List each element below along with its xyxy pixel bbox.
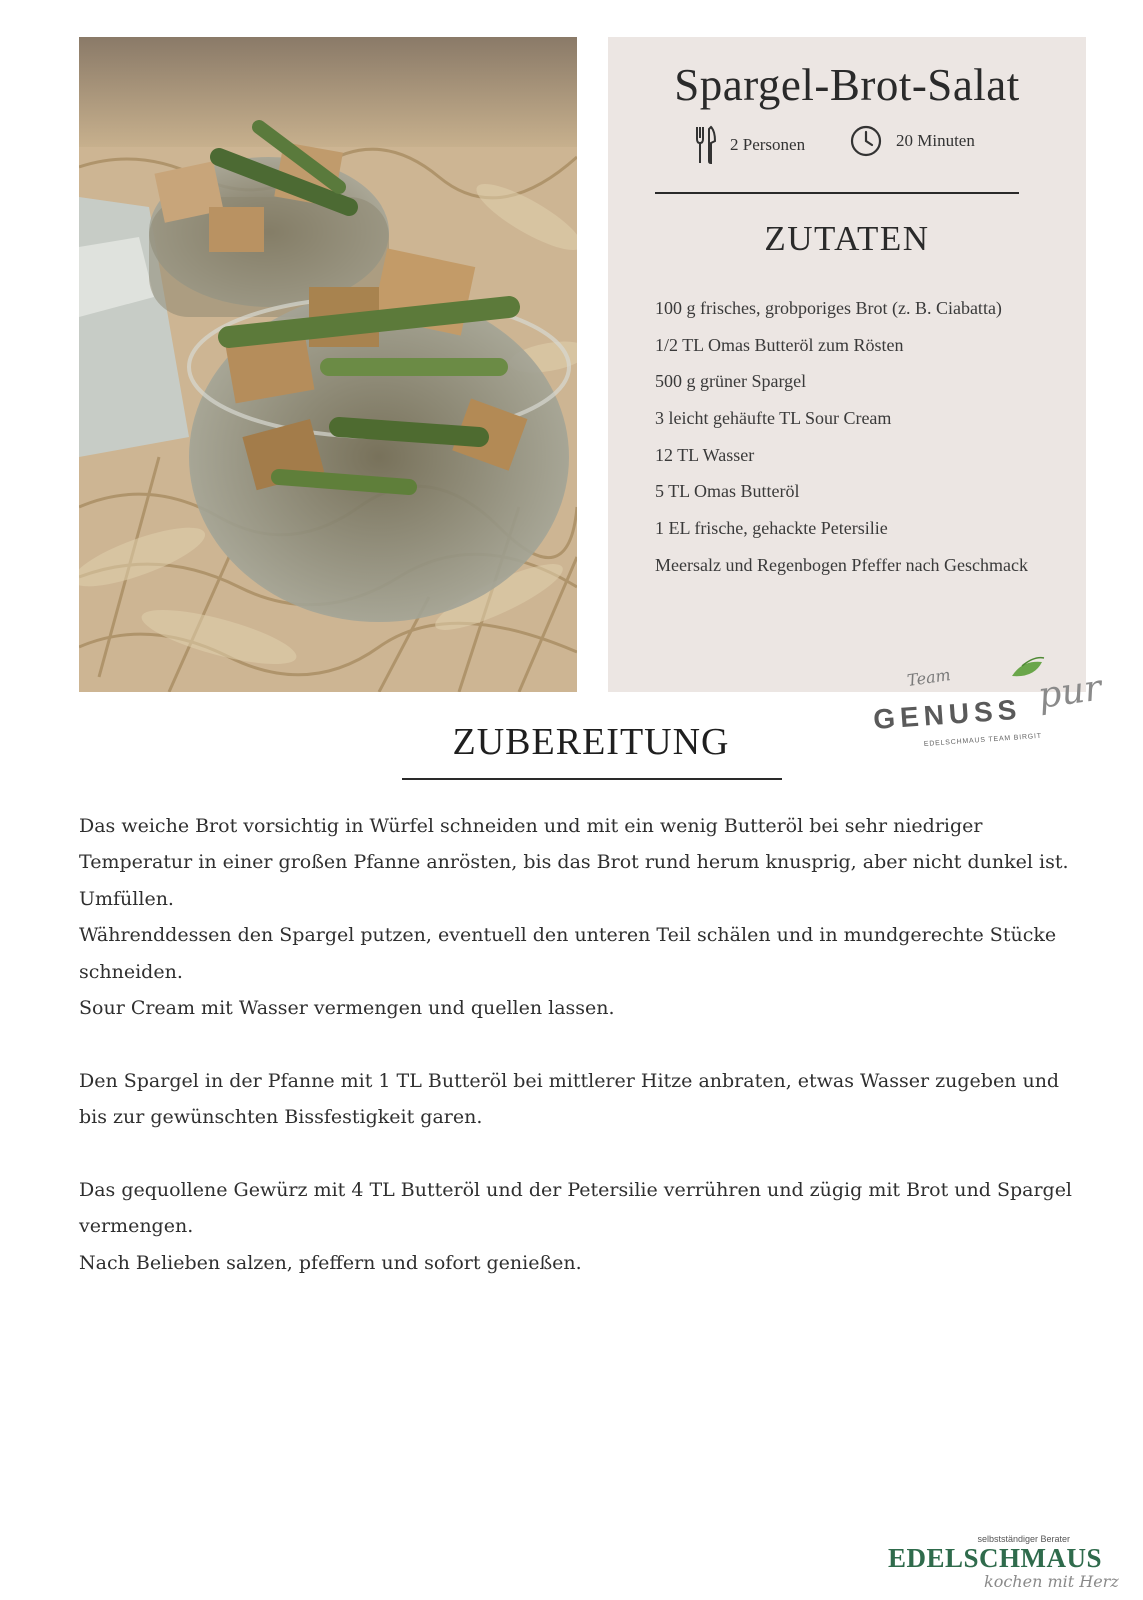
genuss-pur-logo-mark xyxy=(872,656,1112,752)
logo-tagline: kochen mit Herz xyxy=(984,1572,1119,1591)
logo-brand-name: EDELSCHMAUS xyxy=(888,1543,1103,1573)
team-genuss-logo xyxy=(872,656,1112,752)
ingredient-item: 1/2 TL Omas Butteröl zum Rösten xyxy=(655,334,904,355)
ingredients-heading: ZUTATEN xyxy=(764,219,930,258)
fork-knife-icon xyxy=(694,125,716,165)
logo-genuss-text: GENUSS xyxy=(872,693,1023,735)
preparation-paragraph: Sour Cream mit Wasser vermengen und quellen lassen. xyxy=(79,997,615,1020)
logo-pur-text: pur xyxy=(1035,667,1105,717)
recipe-card xyxy=(608,37,1086,692)
recipe-photo xyxy=(79,37,577,692)
paragraph-spacer xyxy=(79,1136,1089,1172)
edelschmaus-logo xyxy=(888,1534,1128,1594)
logo-team-text: Team xyxy=(905,665,952,690)
ingredient-item: 3 leicht gehäufte TL Sour Cream xyxy=(655,408,892,429)
preparation-paragraph: Das gequollene Gewürz mit 4 TL Butteröl und der Petersilie verrühren und zügig mit Brot und Spargel vermengen. xyxy=(79,1179,1073,1238)
preparation-text xyxy=(79,808,1089,1281)
ingredients-list xyxy=(655,290,1028,584)
cooking-time-label: 20 Minuten xyxy=(896,131,975,150)
ingredient-item: 100 g frisches, grobporiges Brot (z. B. Ciabatta) xyxy=(655,298,1002,318)
recipe-meta xyxy=(608,125,1086,169)
clock-icon xyxy=(850,125,882,157)
logo-small-text: selbstständiger Berater xyxy=(977,1534,1070,1544)
paragraph-spacer xyxy=(79,1026,1089,1062)
cooking-time xyxy=(850,125,975,157)
leaf-icon xyxy=(1012,662,1042,676)
card-divider xyxy=(655,192,1019,194)
ingredient-item: 5 TL Omas Butteröl xyxy=(655,481,800,502)
servings xyxy=(694,125,805,165)
preparation-paragraph: Währenddessen den Spargel putzen, eventuell den unteren Teil schälen und in mundgerechte Stücke schneiden. xyxy=(79,924,1057,983)
preparation-heading: ZUBEREITUNG xyxy=(452,721,730,763)
logo-subline-text: EDELSCHMAUS TEAM BIRGIT xyxy=(923,732,1043,748)
preparation-paragraph: Nach Belieben salzen, pfeffern und sofort genießen. xyxy=(79,1251,582,1274)
servings-label: 2 Personen xyxy=(730,135,806,154)
preparation-paragraph: Das weiche Brot vorsichtig in Würfel schneiden und mit ein wenig Butteröl bei sehr niedriger Temperatur in einer großen Pfanne anrösten, bis das Brot rund herum knusprig, aber nicht dunkel ist. Umfüllen. xyxy=(79,815,1069,910)
ingredient-item: 12 TL Wasser xyxy=(655,444,755,465)
salad-photo-illustration xyxy=(79,37,577,692)
recipe-title: Spargel-Brot-Salat xyxy=(674,60,1020,110)
preparation-paragraph: Den Spargel in der Pfanne mit 1 TL Butteröl bei mittlerer Hitze anbraten, etwas Wasser zugeben und bis zur gewünschten Bissfestigkeit garen. xyxy=(79,1069,1060,1129)
ingredient-item: Meersalz und Regenbogen Pfeffer nach Geschmack xyxy=(655,554,1029,575)
ingredient-item: 1 EL frische, gehackte Petersilie xyxy=(655,518,888,539)
preparation-divider xyxy=(402,778,782,780)
ingredient-item: 500 g grüner Spargel xyxy=(655,371,807,392)
